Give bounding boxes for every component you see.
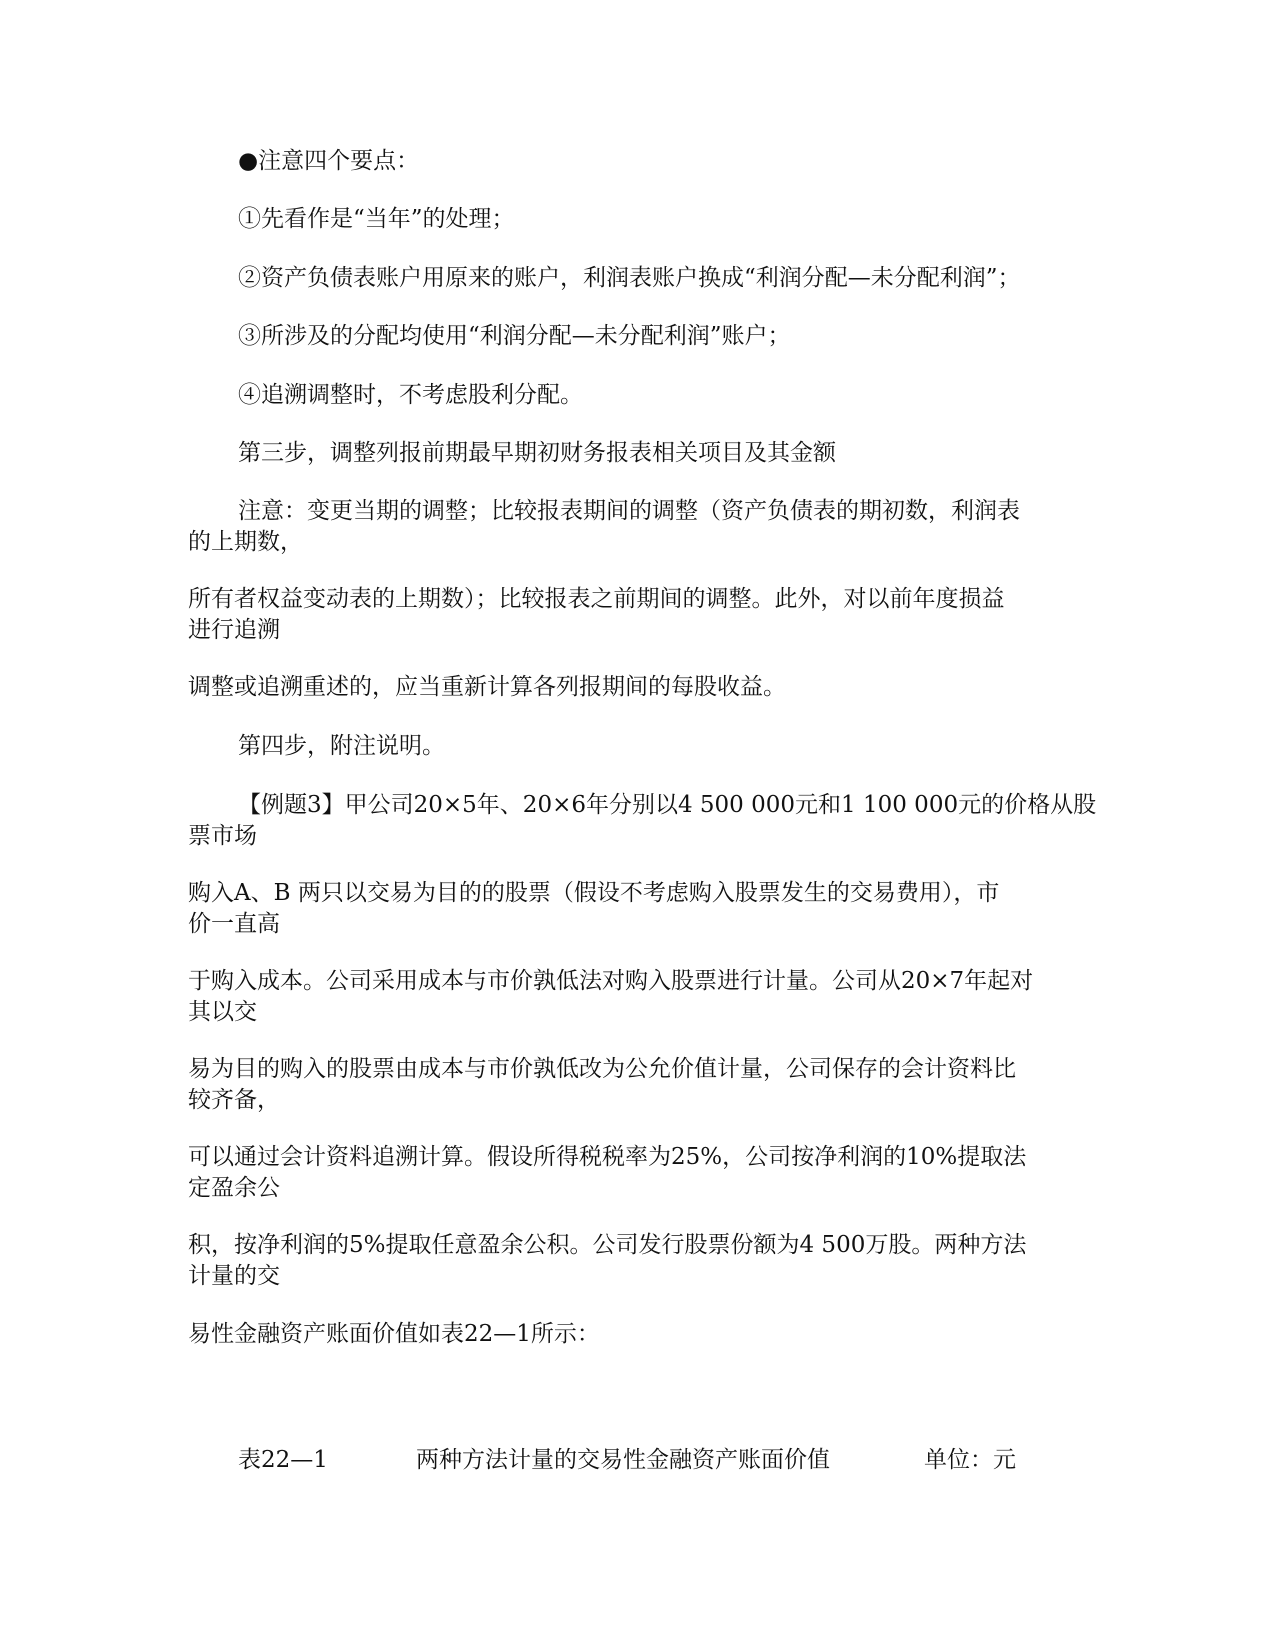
paragraph-line: 调整或追溯重述的，应当重新计算各列报期间的每股收益。 (188, 674, 786, 700)
example-line: 较齐备， (188, 1087, 280, 1113)
table-caption-number: 表22—1 (238, 1447, 328, 1473)
example-line: 可以通过会计资料追溯计算。假设所得税税率为25%，公司按净利润的10%提取法 (188, 1144, 1027, 1170)
table-caption-title: 两种方法计量的交易性金融资产账面价值 (416, 1447, 830, 1473)
example-line: 易性金融资产账面价值如表22—1所示： (188, 1321, 600, 1347)
note-point-2: ②资产负债表账户用原来的账户，利润表账户换成“利润分配—未分配利润”； (238, 265, 1021, 291)
paragraph-line: 所有者权益变动表的上期数）；比较报表之前期间的调整。此外，对以前年度损益 (188, 586, 1005, 612)
example-line: 于购入成本。公司采用成本与市价孰低法对购入股票进行计量。公司从20×7年起对 (188, 968, 1034, 994)
table-caption-unit: 单位：元 (924, 1447, 1016, 1473)
step-three: 第三步，调整列报前期最早期初财务报表相关项目及其金额 (238, 440, 836, 466)
note-point-3: ③所涉及的分配均使用“利润分配—未分配利润”账户； (238, 323, 791, 349)
paragraph-line: 的上期数， (188, 529, 303, 555)
example-line: 价一直高 (188, 911, 280, 937)
note-point-1: ①先看作是“当年”的处理； (238, 206, 515, 232)
example-line: 其以交 (188, 999, 257, 1025)
example-line: 票市场 (188, 823, 257, 849)
example-line: 积，按净利润的5%提取任意盈余公积。公司发行股票份额为4 500万股。两种方法 (188, 1232, 1027, 1258)
note-heading: ●注意四个要点： (238, 148, 420, 174)
step-four: 第四步，附注说明。 (238, 733, 445, 759)
example-line: 计量的交 (188, 1263, 280, 1289)
example-line: 定盈余公 (188, 1175, 280, 1201)
paragraph-line: 注意：变更当期的调整；比较报表期间的调整（资产负债表的期初数，利润表 (238, 498, 1020, 524)
paragraph-line: 进行追溯 (188, 617, 280, 643)
example-line: 易为目的购入的股票由成本与市价孰低改为公允价值计量，公司保存的会计资料比 (188, 1056, 1016, 1082)
example-line: 购入A、B 两只以交易为目的的股票（假设不考虑购入股票发生的交易费用），市 (188, 880, 1000, 906)
example-line: 【例题3】甲公司20×5年、20×6年分别以4 500 000元和1 100 000元的价格从股 (238, 792, 1097, 818)
note-point-4: ④追溯调整时，不考虑股利分配。 (238, 382, 583, 408)
